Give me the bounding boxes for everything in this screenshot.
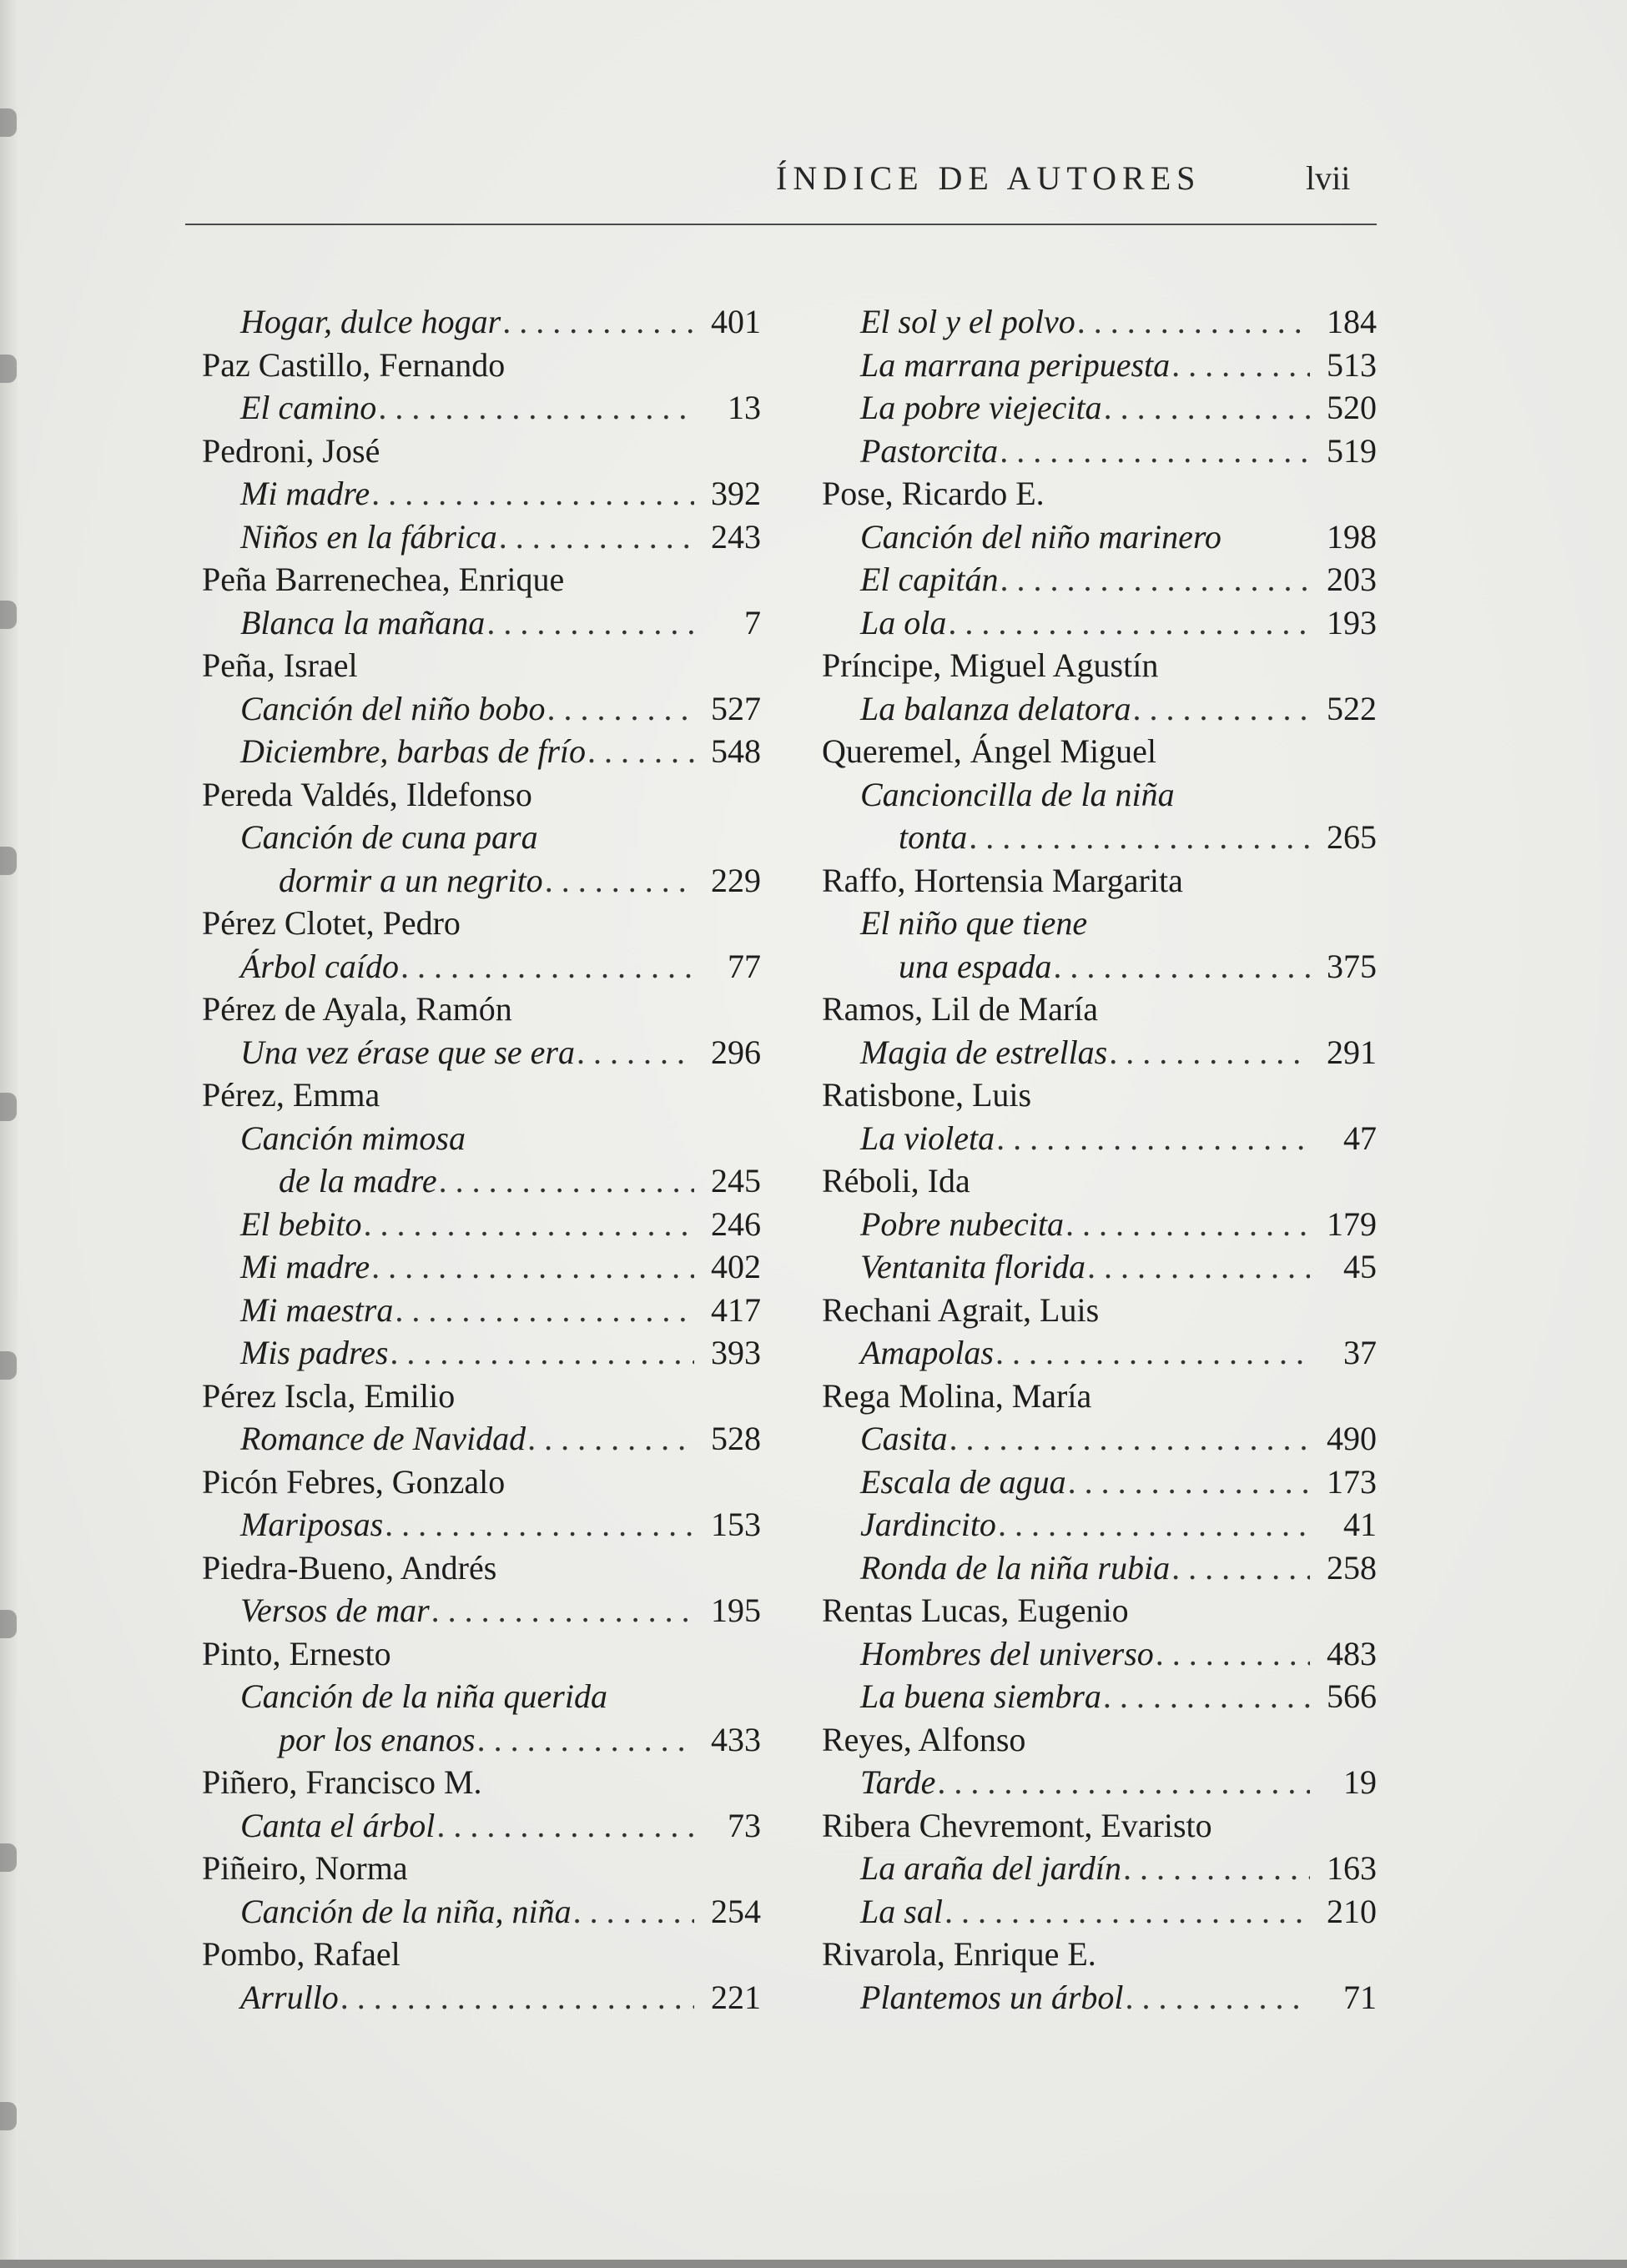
author-entry: [202, 344, 761, 387]
page-reference: 45: [1343, 1248, 1377, 1285]
work-title: Magia de estrellas: [860, 1033, 1108, 1071]
work-title-entry: [822, 1245, 1377, 1289]
author-name: Rentas Lucas, Eugenio: [822, 1592, 1129, 1629]
work-title: Mi madre: [240, 475, 370, 512]
work-title-entry: [202, 1890, 761, 1934]
work-title: Ventanita florida: [860, 1248, 1086, 1285]
work-title-continuation: [202, 1718, 761, 1762]
work-title-continuation: [822, 816, 1377, 859]
punch-hole: [0, 2102, 17, 2130]
author-name: Pérez Clotet, Pedro: [202, 904, 461, 942]
dot-leader: [431, 1589, 694, 1632]
page-reference: 254: [711, 1892, 761, 1930]
work-title: de la madre: [279, 1162, 437, 1199]
work-title-entry: [202, 945, 761, 988]
dot-leader: [1126, 1976, 1310, 2019]
work-title: La violeta: [860, 1119, 995, 1157]
work-title-entry: [202, 1289, 761, 1332]
work-title-entry: [202, 1417, 761, 1461]
dot-leader: [1103, 1675, 1310, 1718]
author-entry: [202, 430, 761, 473]
page-reference: 245: [711, 1162, 761, 1199]
work-title: La balanza delatora: [860, 689, 1131, 727]
page-reference: 73: [728, 1806, 761, 1844]
work-title: Canción mimosa: [240, 1119, 466, 1157]
work-title: Canción de cuna para: [240, 818, 538, 856]
author-entry: [822, 859, 1377, 903]
author-name: Queremel, Ángel Miguel: [822, 732, 1156, 770]
author-name: Reyes, Alfonso: [822, 1720, 1026, 1758]
author-name: Pereda Valdés, Ildefonso: [202, 775, 532, 813]
dot-leader: [937, 1761, 1310, 1804]
page-reference: 13: [728, 389, 761, 426]
page-reference: 527: [711, 689, 761, 727]
work-title-entry: [822, 558, 1377, 601]
author-entry: [202, 773, 761, 817]
page-number: lvii: [1306, 159, 1351, 197]
dot-leader: [439, 1159, 694, 1203]
work-title: Plantemos un árbol: [860, 1978, 1124, 2016]
page-reference: 566: [1327, 1677, 1377, 1715]
index-column-right: [822, 300, 1377, 2019]
header-rule: [185, 224, 1377, 225]
author-name: Pérez Iscla, Emilio: [202, 1376, 456, 1415]
dot-leader: [1171, 344, 1310, 387]
work-title-entry: [202, 1503, 761, 1546]
work-title-entry: [822, 1417, 1377, 1461]
work-title-entry: [822, 601, 1377, 645]
page-reference: 519: [1327, 431, 1377, 470]
work-title: Canción de la niña querida: [240, 1677, 607, 1715]
dot-leader: [577, 1031, 694, 1074]
work-title-entry: [202, 601, 761, 645]
dot-leader: [1000, 558, 1310, 601]
page-reference: 520: [1327, 389, 1377, 426]
author-name: Peña, Israel: [202, 646, 358, 684]
dot-leader: [995, 1331, 1310, 1375]
work-title: Hombres del universo: [860, 1634, 1154, 1672]
author-name: Picón Febres, Gonzalo: [202, 1462, 506, 1501]
work-title-entry: [822, 1331, 1377, 1375]
author-entry: [202, 1847, 761, 1890]
work-title: una espada: [899, 947, 1052, 985]
author-entry: [202, 1933, 761, 1976]
page-reference: 490: [1327, 1420, 1377, 1457]
page-reference: 203: [1327, 561, 1377, 598]
work-title: Casita: [860, 1420, 948, 1457]
work-title: El bebito: [240, 1204, 362, 1243]
page-reference: 221: [711, 1978, 761, 2016]
author-entry: [822, 1289, 1377, 1332]
dot-leader: [1000, 430, 1310, 473]
page-reference: 179: [1327, 1204, 1377, 1243]
author-entry: [822, 1074, 1377, 1117]
author-entry: [822, 1718, 1377, 1762]
work-title-entry: [822, 386, 1377, 430]
page-reference: 37: [1343, 1334, 1377, 1371]
author-name: Peña Barrenechea, Enrique: [202, 561, 565, 598]
dot-leader: [1109, 1031, 1310, 1074]
work-title: Romance de Navidad: [240, 1420, 526, 1457]
author-name: Rechani Agrait, Luis: [822, 1290, 1100, 1329]
work-title: Canción del niño marinero: [860, 517, 1222, 556]
work-title: Hogar, dulce hogar: [240, 303, 501, 340]
dot-leader: [1171, 1546, 1310, 1590]
work-title: Canción del niño bobo: [240, 689, 546, 727]
page-reference: 193: [1327, 603, 1377, 641]
page-reference: 417: [711, 1290, 761, 1329]
work-title: Blanca la mañana: [240, 603, 486, 641]
punch-hole: [0, 1843, 17, 1872]
work-title: Árbol caído: [240, 947, 399, 985]
author-name: Pérez de Ayala, Ramón: [202, 990, 512, 1028]
work-title: La marrana peripuesta: [860, 345, 1171, 384]
work-title: Amapolas: [860, 1334, 994, 1371]
author-name: Pinto, Ernesto: [202, 1634, 391, 1672]
punch-hole: [0, 1610, 17, 1638]
author-name: Piñeiro, Norma: [202, 1849, 408, 1887]
work-title: Canta el árbol: [240, 1806, 436, 1844]
dot-leader: [436, 1804, 694, 1848]
author-name: Ribera Chevremont, Evaristo: [822, 1806, 1212, 1844]
author-name: Réboli, Ida: [822, 1162, 970, 1199]
work-title: Cancioncilla de la niña: [860, 775, 1175, 813]
page-reference: 265: [1327, 818, 1377, 856]
page-reference: 198: [1327, 517, 1377, 556]
dot-leader: [371, 1245, 694, 1289]
work-title-entry: [822, 1761, 1377, 1804]
author-name: Rega Molina, María: [822, 1376, 1092, 1415]
dot-leader: [944, 1890, 1310, 1934]
author-entry: [202, 1074, 761, 1117]
dot-leader: [1156, 1632, 1310, 1676]
author-name: Raffo, Hortensia Margarita: [822, 861, 1183, 899]
dot-leader: [385, 1503, 694, 1546]
page-reference: 173: [1327, 1462, 1377, 1501]
page-reference: 393: [711, 1334, 761, 1371]
page-reference: 47: [1343, 1119, 1377, 1157]
dot-leader: [996, 1117, 1310, 1160]
page-reference: 375: [1327, 947, 1377, 985]
dot-leader: [1068, 1461, 1310, 1504]
dot-leader: [390, 1331, 694, 1375]
work-title-entry: [822, 1203, 1377, 1246]
work-title-entry: [822, 300, 1377, 344]
author-entry: [202, 902, 761, 945]
work-title-entry: [202, 1675, 761, 1718]
author-name: Pérez, Emma: [202, 1076, 380, 1114]
author-entry: [822, 730, 1377, 773]
work-title-entry: [202, 816, 761, 859]
page-reference: 522: [1327, 689, 1377, 727]
page-reference: 258: [1327, 1548, 1377, 1587]
author-name: Paz Castillo, Fernando: [202, 345, 506, 384]
dot-leader: [545, 859, 694, 903]
work-title-entry: [202, 1245, 761, 1289]
author-entry: [202, 1761, 761, 1804]
author-entry: [822, 1159, 1377, 1203]
page-reference: 210: [1327, 1892, 1377, 1930]
dot-leader: [1123, 1847, 1310, 1890]
work-title: La araña del jardín: [860, 1849, 1121, 1887]
work-title-continuation: [202, 1159, 761, 1203]
dot-leader: [527, 1417, 694, 1461]
work-title: dormir a un negrito: [279, 861, 543, 899]
work-title-entry: [822, 1890, 1377, 1934]
page-reference: 153: [711, 1506, 761, 1543]
dot-leader: [1065, 1203, 1310, 1246]
author-name: Pombo, Rafael: [202, 1935, 400, 1973]
author-name: Príncipe, Miguel Agustín: [822, 646, 1159, 684]
author-entry: [202, 1546, 761, 1590]
work-title-entry: [822, 773, 1377, 817]
punch-hole: [0, 601, 17, 629]
page-reference: 291: [1327, 1033, 1377, 1071]
dot-leader: [949, 1417, 1310, 1461]
work-title: La pobre viejecita: [860, 389, 1102, 426]
punch-hole: [0, 1093, 17, 1121]
work-title-entry: [822, 1546, 1377, 1590]
work-title-entry: [202, 515, 761, 559]
work-title: Mi maestra: [240, 1290, 394, 1329]
work-title-continuation: [822, 945, 1377, 988]
work-title-entry: [822, 1675, 1377, 1718]
work-title: Arrullo: [240, 1978, 339, 2016]
page-reference: 243: [711, 517, 761, 556]
work-title: Jardincito: [860, 1506, 996, 1543]
dot-leader: [502, 300, 694, 344]
dot-leader: [486, 601, 694, 645]
work-title-entry: [202, 1031, 761, 1074]
author-name: Piedra-Bueno, Andrés: [202, 1548, 497, 1587]
dot-leader: [948, 601, 1310, 645]
page-reference: 71: [1343, 1978, 1377, 2016]
dot-leader: [1132, 687, 1310, 731]
dot-leader: [1053, 945, 1310, 988]
work-title-entry: [822, 1461, 1377, 1504]
author-entry: [202, 1461, 761, 1504]
work-title: El camino: [240, 389, 377, 426]
author-entry: [202, 558, 761, 601]
page-reference: 402: [711, 1248, 761, 1285]
page-reference: 528: [711, 1420, 761, 1457]
page-reference: 229: [711, 861, 761, 899]
author-entry: [822, 1589, 1377, 1632]
dot-leader: [587, 730, 694, 773]
page-reference: 246: [711, 1204, 761, 1243]
dot-leader: [998, 1503, 1310, 1546]
work-title-entry: [202, 1804, 761, 1848]
author-name: Rivarola, Enrique E.: [822, 1935, 1096, 1973]
work-title: La sal: [860, 1892, 943, 1930]
dot-leader: [378, 386, 694, 430]
work-title: Una vez érase que se era: [240, 1033, 575, 1071]
work-title: Diciembre, barbas de frío: [240, 732, 587, 770]
page-reference: 392: [711, 475, 761, 512]
work-title-entry: [202, 1976, 761, 2019]
author-entry: [822, 472, 1377, 515]
author-entry: [822, 988, 1377, 1031]
dot-leader: [1077, 300, 1310, 344]
author-name: Ratisbone, Luis: [822, 1076, 1032, 1114]
work-title: Ronda de la niña rubia: [860, 1548, 1171, 1587]
work-title-entry: [822, 430, 1377, 473]
work-title-entry: [202, 1331, 761, 1375]
page-reference: 77: [728, 947, 761, 985]
work-title: Tarde: [860, 1763, 936, 1801]
punch-hole: [0, 1351, 17, 1380]
page-reference: 7: [744, 603, 761, 641]
work-title-entry: [822, 1503, 1377, 1546]
work-title: Canción de la niña, niña: [240, 1892, 572, 1930]
dot-leader: [1087, 1245, 1310, 1289]
work-title-entry: [822, 1976, 1377, 2019]
dot-leader: [364, 1203, 694, 1246]
work-title: Mariposas: [240, 1506, 384, 1543]
author-entry: [822, 1375, 1377, 1418]
work-title-entry: [822, 902, 1377, 945]
page-reference: 548: [711, 732, 761, 770]
work-title: tonta: [899, 818, 968, 856]
work-title-entry: [202, 730, 761, 773]
running-head: ÍNDICE DE AUTORES: [776, 159, 1201, 197]
binding-edge: [0, 0, 18, 2268]
work-title: Pobre nubecita: [860, 1204, 1065, 1243]
work-title: Niños en la fábrica: [240, 517, 497, 556]
page-reference: 163: [1327, 1849, 1377, 1887]
page-reference: 184: [1327, 303, 1377, 340]
punch-hole: [0, 108, 17, 137]
author-entry: [202, 988, 761, 1031]
work-title-entry: [202, 1117, 761, 1160]
work-title: por los enanos: [279, 1720, 476, 1758]
dot-leader: [477, 1718, 694, 1762]
work-title: La buena siembra: [860, 1677, 1101, 1715]
page-reference: 195: [711, 1592, 761, 1629]
work-title-entry: [822, 1632, 1377, 1676]
work-title-entry: [822, 687, 1377, 731]
page-reference: 296: [711, 1033, 761, 1071]
work-title: Escala de agua: [860, 1462, 1066, 1501]
work-title-entry: [822, 515, 1377, 559]
page-reference: 433: [711, 1720, 761, 1758]
author-name: Pedroni, José: [202, 431, 380, 470]
page-bottom-edge: [0, 2260, 1627, 2268]
page-reference: 483: [1327, 1634, 1377, 1672]
index-column-left: [202, 300, 761, 2019]
work-title-entry: [202, 687, 761, 731]
dot-leader: [547, 687, 694, 731]
work-title-entry: [822, 1847, 1377, 1890]
author-name: Ramos, Lil de María: [822, 990, 1099, 1028]
author-entry: [202, 1375, 761, 1418]
work-title-entry: [822, 344, 1377, 387]
work-title-entry: [822, 1031, 1377, 1074]
work-title-continuation: [202, 859, 761, 903]
author-entry: [202, 1632, 761, 1676]
work-title-entry: [202, 300, 761, 344]
dot-leader: [400, 945, 694, 988]
work-title-entry: [202, 1589, 761, 1632]
punch-hole: [0, 847, 17, 875]
work-title: Versos de mar: [240, 1592, 430, 1629]
work-title-entry: [202, 1203, 761, 1246]
author-name: Pose, Ricardo E.: [822, 475, 1045, 512]
punch-hole: [0, 355, 17, 383]
dot-leader: [371, 472, 694, 515]
page-reference: 401: [711, 303, 761, 340]
author-entry: [202, 644, 761, 687]
work-title: Mi madre: [240, 1248, 370, 1285]
dot-leader: [969, 816, 1310, 859]
author-entry: [822, 1933, 1377, 1976]
dot-leader: [340, 1976, 694, 2019]
work-title: El niño que tiene: [860, 904, 1088, 942]
page-reference: 19: [1343, 1763, 1377, 1801]
work-title-entry: [202, 472, 761, 515]
dot-leader: [1104, 386, 1310, 430]
page-reference: 41: [1343, 1506, 1377, 1543]
author-name: Piñero, Francisco M.: [202, 1763, 482, 1801]
author-entry: [822, 644, 1377, 687]
work-title: La ola: [860, 603, 947, 641]
page-reference: 513: [1327, 345, 1377, 384]
dot-leader: [573, 1890, 694, 1934]
work-title-entry: [202, 386, 761, 430]
work-title: El sol y el polvo: [860, 303, 1075, 340]
author-entry: [822, 1804, 1377, 1848]
work-title-entry: [822, 1117, 1377, 1160]
dot-leader: [499, 515, 694, 559]
work-title: Pastorcita: [860, 431, 999, 470]
work-title: El capitán: [860, 561, 999, 598]
work-title: Mis padres: [240, 1334, 389, 1371]
dot-leader: [395, 1289, 694, 1332]
